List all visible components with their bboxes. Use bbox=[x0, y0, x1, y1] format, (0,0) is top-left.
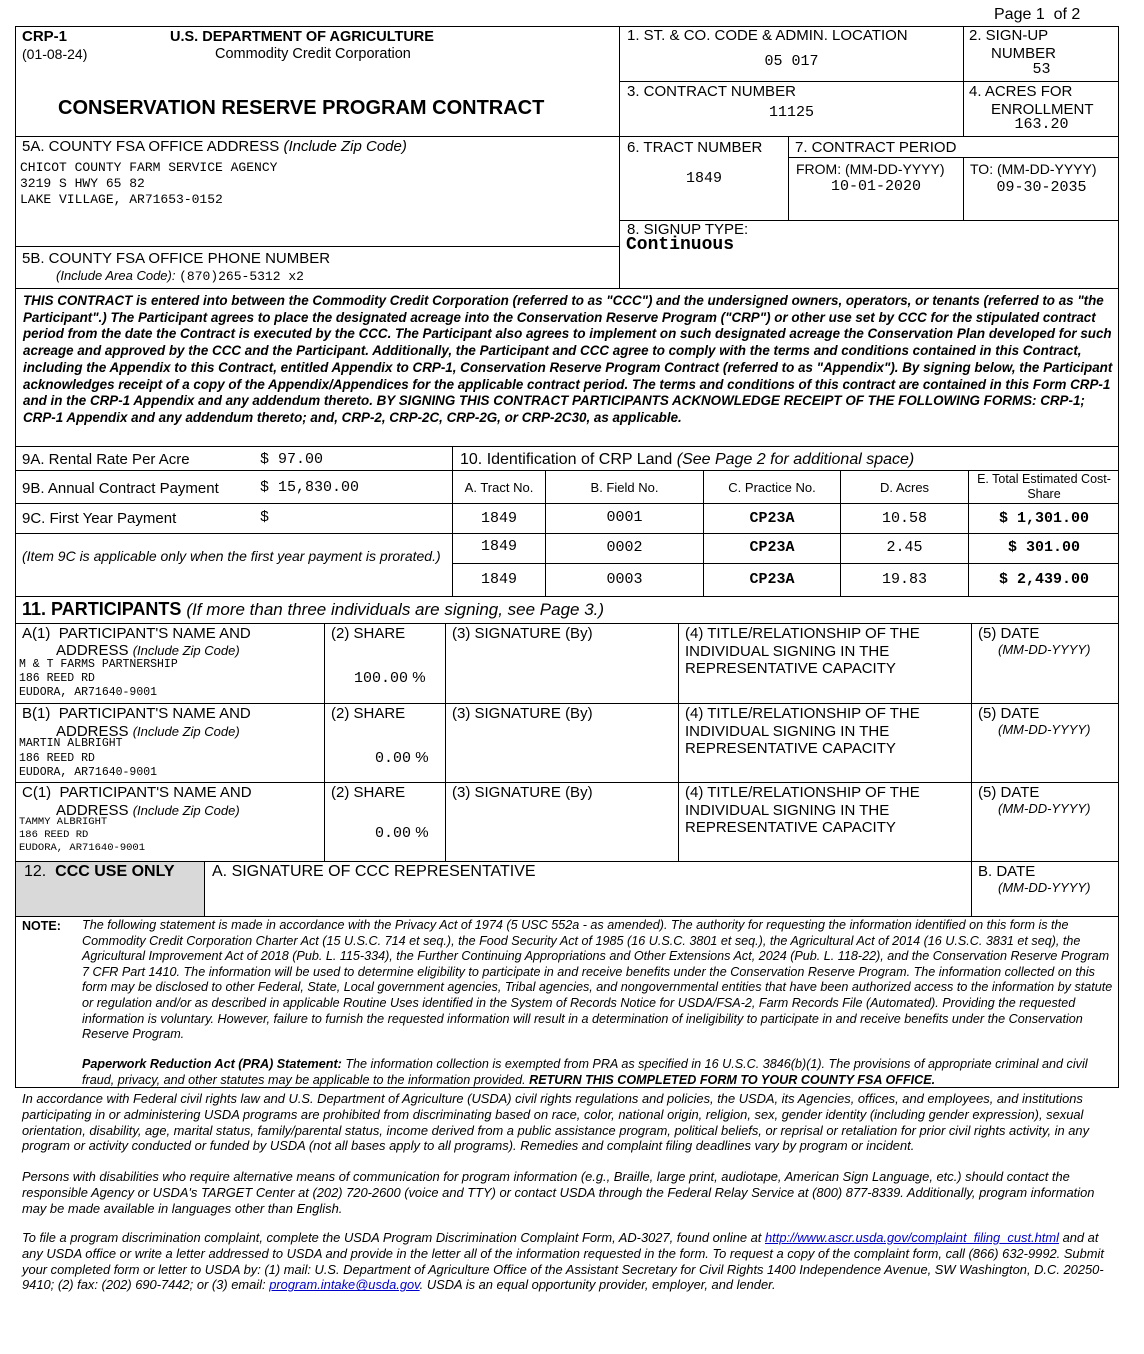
participant-name-label: C(1) PARTICIPANT'S NAME AND bbox=[22, 784, 252, 801]
period-to-value[interactable]: 09-30-2035 bbox=[996, 179, 1087, 196]
date-label: (5) DATE bbox=[978, 784, 1040, 801]
complaint-form-link[interactable]: http://www.ascr.usda.gov/complaint_filing_cust.html bbox=[764, 1230, 1059, 1245]
complaint-statement: To file a program discrimination complaint, complete the USDA Program Discrimination Complaint Form, AD-3027, found online at http://www.ascr.usda.gov/complaint_filing_cust.html and at any USDA office or write a letter addressed to USDA and provide in the letter all of the information requested in the form. To request a copy of the complaint form, call (866) 632-9992. Submit your completed form or letter to USDA by: (1) mail: U.S. Department of Agriculture Office of the Assistant Secretary for Civil Rights 1400 Independence Avenue, SW Washington, D.C. 20250-9410; (2) fax: (202) 690-7442; or (3) email: program.intake@usda.gov. USDA is an equal opportunity provider, employer, and lender. bbox=[22, 1230, 1104, 1293]
department-name: U.S. DEPARTMENT OF AGRICULTURE bbox=[170, 29, 434, 45]
phone-row: (Include Area Code): (870)265-5312 x2 bbox=[56, 268, 304, 284]
field-8-label: 8. SIGNUP TYPE: bbox=[627, 221, 749, 238]
participants-heading: 11. PARTICIPANTS (If more than three individuals are signing, see Page 3.) bbox=[22, 599, 605, 619]
field-cell[interactable]: 0001 bbox=[606, 509, 643, 526]
practice-cell[interactable]: CP23A bbox=[749, 510, 795, 527]
annual-payment-label: 9B. Annual Contract Payment bbox=[22, 480, 219, 497]
tract-cell[interactable]: 1849 bbox=[480, 510, 517, 527]
signup-type-value[interactable]: Continuous bbox=[626, 235, 735, 255]
rental-rate-label: 9A. Rental Rate Per Acre bbox=[22, 451, 190, 468]
form-id: CRP-1 bbox=[22, 28, 68, 45]
field-cell[interactable]: 0003 bbox=[606, 571, 643, 588]
participant-address-label: ADDRESS (Include Zip Code) bbox=[56, 802, 240, 819]
office-phone-value[interactable]: (870)265-5312 x2 bbox=[179, 269, 304, 284]
ccc-date-label: B. DATE bbox=[978, 863, 1036, 880]
date-label: (5) DATE bbox=[978, 625, 1040, 642]
item-9c-note: (Item 9C is applicable only when the first year payment is prorated.) bbox=[22, 548, 441, 564]
annual-payment-value[interactable]: $ 15,830.00 bbox=[260, 479, 360, 496]
form-title: CONSERVATION RESERVE PROGRAM CONTRACT bbox=[58, 97, 545, 119]
title-relationship-label: (4) TITLE/RELATIONSHIP OF THE INDIVIDUAL SIGNING IN THE REPRESENTATIVE CAPACITY bbox=[685, 784, 920, 836]
corporation-name: Commodity Credit Corporation bbox=[215, 46, 411, 62]
participant-name-address[interactable]: MARTIN ALBRIGHT 186 REED RD EUDORA, AR71640-9001 bbox=[19, 737, 158, 779]
field-7-label: 7. CONTRACT PERIOD bbox=[795, 139, 957, 156]
col-practice-no: C. Practice No. bbox=[728, 480, 816, 495]
share-label: (2) SHARE bbox=[331, 784, 406, 801]
share-value[interactable]: 0.00 % bbox=[375, 749, 429, 767]
civil-rights-statement: In accordance with Federal civil rights law and U.S. Department of Agriculture (USDA) civil rights regulations and policies, the USDA, its Agencies, offices, and employees, and institutions participating in or administering USDA programs are prohibited from discriminating based on race, color, national origin, religion, sex, gender identity (including gender expression), sexual orientation, disability, age, marital status, family/parental status, income derived from a public assistance program, political beliefs, or reprisal or retaliation for prior civil rights activity, in any program or activity conducted or funded by USDA (not all bases apply to all programs). Remedies and complaint filing deadlines vary by program or incident. bbox=[22, 1091, 1090, 1154]
share-value[interactable]: 100.00 % bbox=[354, 669, 426, 687]
disability-statement: Persons with disabilities who require alternative means of communication for program information (e.g., Braille, large print, audiotape, American Sign Language, etc.) should contact the responsible Agency or USDA's TARGET Center at (202) 720-2600 (voice and TTY) or contact USDA through the Federal Relay Service at (800) 877-8339. Additionally, program information may be made available in languages other than English. bbox=[22, 1169, 1095, 1216]
field-2-label-b: NUMBER bbox=[991, 45, 1057, 62]
pra-statement: Paperwork Reduction Act (PRA) Statement: The information collection is exempted from PRA as specified in 16 U.S.C. 3846(b)(1). The provisions of appropriate criminal and civil fraud, privacy, and other statutes may be applicable to the information provided. RETURN THIS COMPLETED FORM TO YOUR COUNTY FSA OFFICE. bbox=[82, 1057, 1088, 1087]
tract-cell[interactable]: 1849 bbox=[480, 571, 517, 588]
col-field-no: B. Field No. bbox=[590, 480, 659, 495]
date-label: (5) DATE bbox=[978, 705, 1040, 722]
rental-rate-value[interactable]: $ 97.00 bbox=[260, 451, 324, 468]
acres-enrollment-value[interactable]: 163.20 bbox=[1014, 116, 1069, 133]
acres-cell[interactable]: 19.83 bbox=[881, 571, 927, 588]
acres-cell[interactable]: 2.45 bbox=[886, 539, 923, 556]
note-label: NOTE: bbox=[22, 919, 61, 933]
date-format: (MM-DD-YYYY) bbox=[998, 642, 1091, 657]
privacy-act-statement: The following statement is made in accordance with the Privacy Act of 1974 (5 USC 552a - as amended). The authority for requesting the information identified on this form is the Commodity Credit Corporation Charter Act (15 U.S.C. 714 et seq.), the Food Security Act of 1985 (16 U.S.C. 3801 et seq.), the Agricultural Act of 2014 (16 U.S.C. 3831 et seq), the Agricultural Improvement Act of 2018 (Pub. L. 115-334), the Further Continuing Appropriations and Other Extensions Act, 2024 (Pub. L. 118-22), and the Conservation Reserve Program 7 CFR Part 1410. The information will be used to determine eligibility to participate in and receive benefits under the Conservation Reserve Program. The information collected on this form may be disclosed to other Federal, State, Local government agencies, Tribal agencies, and nongovernmental entities that have been authorized access to the information by statute or regulation and/or as described in applicable Routine Uses identified in the System of Records Notice for USDA/FSA-2, Farm Records File (Automated). Providing the requested information is voluntary. However, failure to furnish the requested information will result in a determination of ineligibility to participate in and receive benefits under the Conservation Reserve Program. bbox=[82, 918, 1113, 1042]
share-value[interactable]: 0.00 % bbox=[375, 824, 429, 842]
contract-terms-text: THIS CONTRACT is entered into between the Commodity Credit Corporation (referred to as "CCC") and the undersigned owners, operators, or tenants (referred to as "the Participant".) The Participant agrees to place the designated acreage into the Conservation Reserve Program ("CRP") or other use set by CCC for the stipulated contract period from the date the Contract is executed by the CCC. The Participant also agrees to implement on such designated acreage the Conservation Plan developed for such acreage and approved by the CCC and the Participant. Additionally, the Participant and CCC agree to comply with the terms and conditions contained in this Contract, including the Appendix to this Contract, entitled Appendix to CRP-1, Conservation Reserve Program Contract (referred to as "Appendix"). By signing below, the Participant acknowledges receipt of a copy of the Appendix/Appendices for the applicable contract period. The terms and conditions of this contract are contained in this Form CRP-1 and in the CRP-1 Appendix and any addendum thereto. BY SIGNING THIS CONTRACT PARTICIPANTS ACKNOWLEDGE RECEIPT OF THE FOLLOWING FORMS: CRP-1; CRP-1 Appendix and any addendum thereto; and, CRP-2, CRP-2C, CRP-2G, or CRP-2C30, as applicable. bbox=[23, 293, 1113, 425]
participant-address-label: ADDRESS (Include Zip Code) bbox=[56, 723, 240, 740]
ccc-use-only-label: 12. CCC USE ONLY bbox=[24, 863, 175, 880]
page-indicator: Page 1 of 2 bbox=[994, 6, 1081, 23]
to-label: TO: (MM-DD-YYYY) bbox=[970, 161, 1097, 177]
participant-name-label: A(1) PARTICIPANT'S NAME AND bbox=[22, 625, 251, 642]
field-10-label: 10. Identification of CRP Land (See Page 2 for additional space) bbox=[460, 451, 915, 468]
cost-share-cell[interactable]: $ 2,439.00 bbox=[998, 571, 1089, 588]
field-4-label-b: ENROLLMENT bbox=[991, 101, 1094, 118]
field-5b-label: 5B. COUNTY FSA OFFICE PHONE NUMBER bbox=[22, 250, 331, 267]
acres-cell[interactable]: 10.58 bbox=[881, 510, 927, 527]
cost-share-cell[interactable]: $ 1,301.00 bbox=[998, 510, 1089, 527]
practice-cell[interactable]: CP23A bbox=[749, 571, 795, 588]
field-5a-label: 5A. COUNTY FSA OFFICE ADDRESS (Include Zip Code) bbox=[22, 138, 407, 155]
signature-label: (3) SIGNATURE (By) bbox=[452, 705, 593, 722]
practice-cell[interactable]: CP23A bbox=[749, 539, 795, 556]
participant-name-address[interactable]: TAMMY ALBRIGHT 186 REED RD EUDORA, AR71640-9001 bbox=[19, 816, 146, 854]
signature-label: (3) SIGNATURE (By) bbox=[452, 784, 593, 801]
tract-number-value[interactable]: 1849 bbox=[685, 170, 722, 187]
contract-number-value[interactable]: 11125 bbox=[768, 104, 814, 121]
cost-share-cell[interactable]: $ 301.00 bbox=[1007, 539, 1080, 556]
from-label: FROM: (MM-DD-YYYY) bbox=[796, 161, 945, 177]
period-from-value[interactable]: 10-01-2020 bbox=[830, 178, 921, 195]
share-label: (2) SHARE bbox=[331, 705, 406, 722]
participant-address-label: ADDRESS (Include Zip Code) bbox=[56, 642, 240, 659]
field-1-label: 1. ST. & CO. CODE & ADMIN. LOCATION bbox=[627, 27, 908, 44]
office-address[interactable]: CHICOT COUNTY FARM SERVICE AGENCY 3219 S HWY 65 82 LAKE VILLAGE, AR71653-0152 bbox=[20, 160, 278, 207]
program-intake-email-link[interactable]: program.intake@usda.gov bbox=[269, 1277, 420, 1293]
field-6-label: 6. TRACT NUMBER bbox=[627, 139, 763, 156]
field-4-label: 4. ACRES FOR bbox=[969, 83, 1073, 100]
form-date: (01-08-24) bbox=[22, 46, 88, 62]
first-year-payment-label: 9C. First Year Payment bbox=[22, 510, 177, 527]
date-format: (MM-DD-YYYY) bbox=[998, 801, 1091, 816]
share-label: (2) SHARE bbox=[331, 625, 406, 642]
tract-cell[interactable]: 1849 bbox=[480, 538, 517, 555]
signup-number-value[interactable]: 53 bbox=[1032, 61, 1051, 78]
participant-name-label: B(1) PARTICIPANT'S NAME AND bbox=[22, 705, 251, 722]
field-2-label: 2. SIGN-UP bbox=[969, 27, 1049, 44]
first-year-payment-value[interactable]: $ bbox=[260, 509, 270, 526]
ccc-date-format: (MM-DD-YYYY) bbox=[998, 880, 1091, 895]
field-3-label: 3. CONTRACT NUMBER bbox=[627, 83, 796, 100]
col-acres: D. Acres bbox=[879, 480, 930, 495]
signature-label: (3) SIGNATURE (By) bbox=[452, 625, 593, 642]
title-relationship-label: (4) TITLE/RELATIONSHIP OF THE INDIVIDUAL SIGNING IN THE REPRESENTATIVE CAPACITY bbox=[685, 705, 920, 757]
col-cost-share: E. Total Estimated Cost-Share bbox=[977, 472, 1111, 501]
st-co-code-value[interactable]: 05 017 bbox=[764, 53, 819, 70]
col-tract-no: A. Tract No. bbox=[464, 480, 534, 495]
title-relationship-label: (4) TITLE/RELATIONSHIP OF THE INDIVIDUAL SIGNING IN THE REPRESENTATIVE CAPACITY bbox=[685, 625, 920, 677]
date-format: (MM-DD-YYYY) bbox=[998, 722, 1091, 737]
participant-name-address[interactable]: M & T FARMS PARTNERSHIP 186 REED RD EUDORA, AR71640-9001 bbox=[19, 658, 178, 699]
ccc-signature-label: A. SIGNATURE OF CCC REPRESENTATIVE bbox=[212, 863, 536, 880]
field-cell[interactable]: 0002 bbox=[606, 539, 643, 556]
